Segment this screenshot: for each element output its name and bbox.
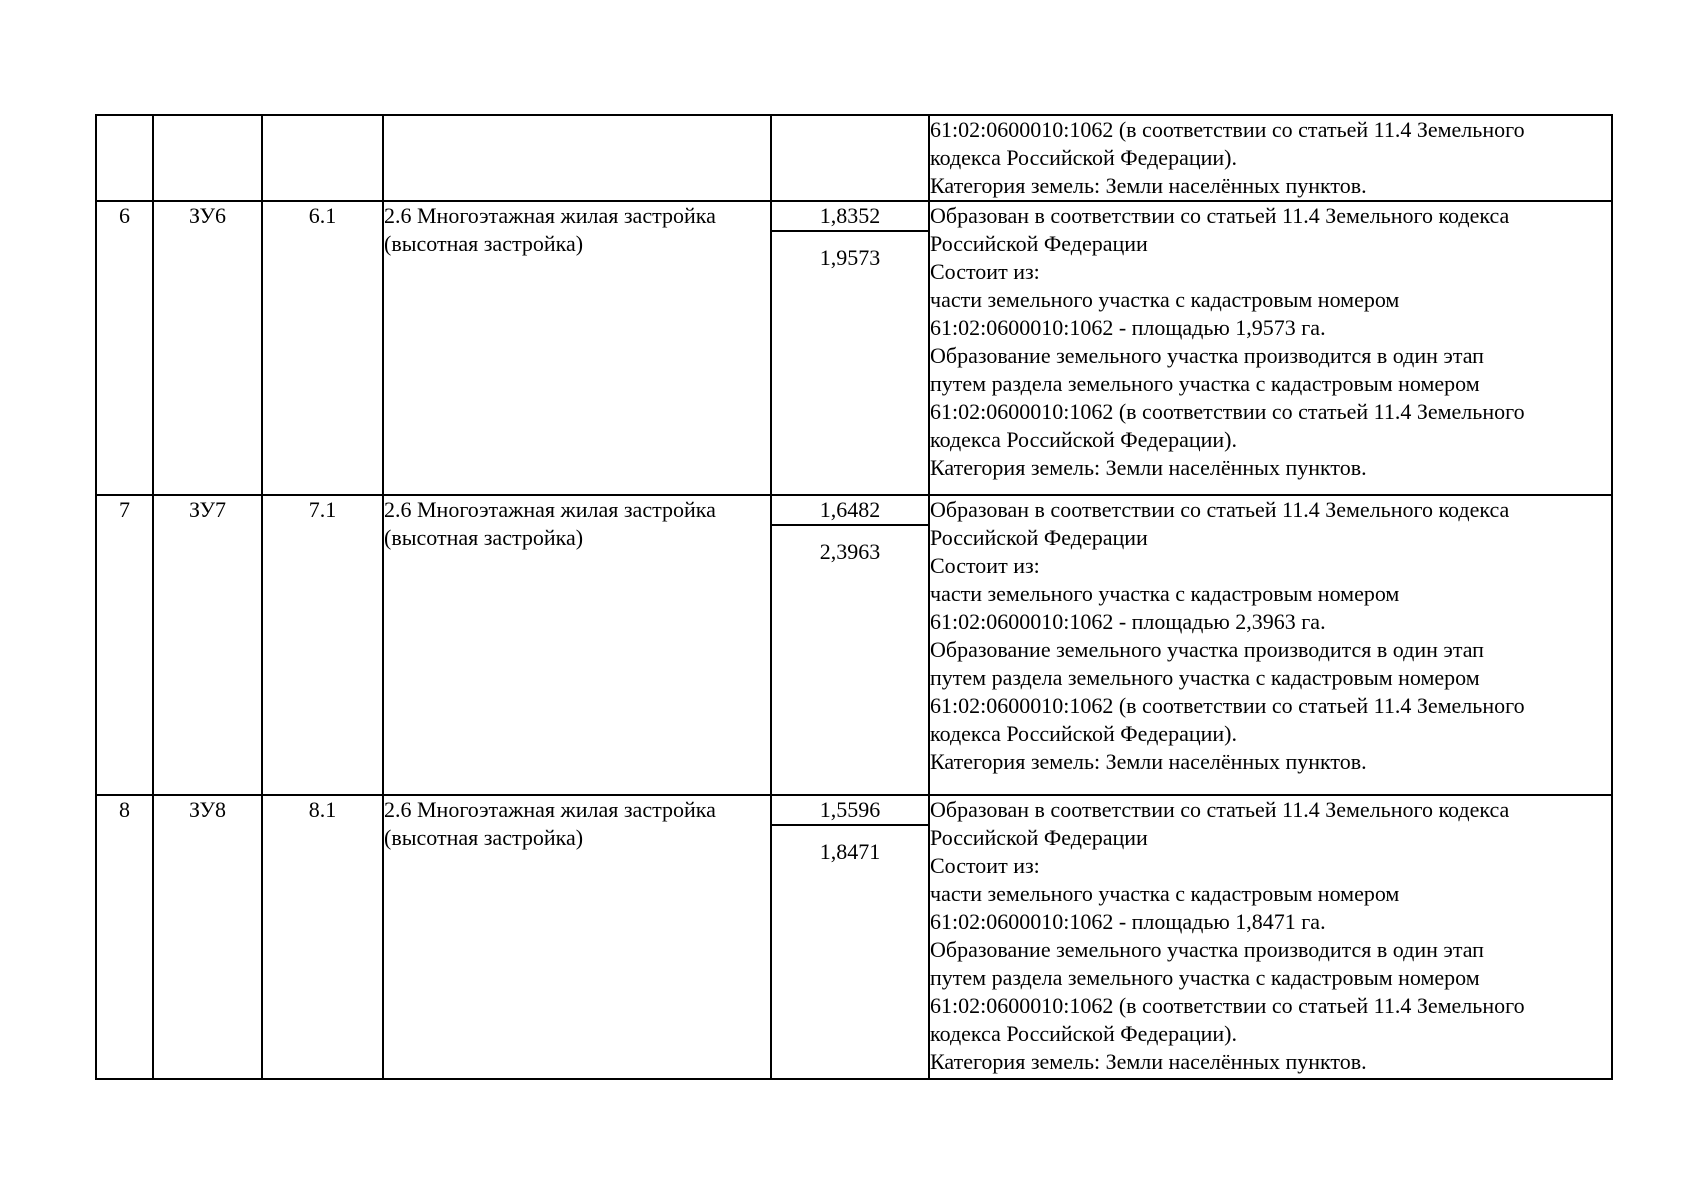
plot-code: [153, 115, 262, 201]
description-line: Состоит из:: [930, 853, 1040, 878]
plot-subnumber: 8.1: [262, 795, 383, 1079]
description-line: 61:02:0600010:1062 (в соответствии со статьей 11.4 Земельного: [930, 117, 1525, 142]
description-line: Состоит из:: [930, 553, 1040, 578]
permitted-use-line: (высотная застройка): [384, 825, 584, 850]
description-line: 61:02:0600010:1062 - площадью 1,9573 га.: [930, 315, 1326, 340]
description-line: кодекса Российской Федерации).: [930, 145, 1237, 170]
description-line: Категория земель: Земли населённых пунктов.: [930, 455, 1367, 480]
description-line: кодекса Российской Федерации).: [930, 1021, 1237, 1046]
permitted-use: [383, 201, 771, 495]
description-line: 61:02:0600010:1062 - площадью 2,3963 га.: [930, 609, 1326, 634]
permitted-use: [383, 795, 771, 1079]
area-value-top: 1,5596: [772, 796, 928, 826]
description-line: кодекса Российской Федерации).: [930, 427, 1237, 452]
plot-area: [771, 495, 929, 795]
area-value-bottom: 1,8471: [819, 839, 881, 864]
description-line: путем раздела земельного участка с кадастровым номером: [930, 665, 1480, 690]
description-line: Категория земель: Земли населённых пунктов.: [930, 173, 1367, 198]
description-line: Образован в соответствии со статьей 11.4 Земельного кодекса: [930, 797, 1510, 822]
description-line: 61:02:0600010:1062 (в соответствии со статьей 11.4 Земельного: [930, 993, 1525, 1018]
table-row-zu8: [96, 795, 1612, 1079]
description-line: Образование земельного участка производится в один этап: [930, 637, 1484, 662]
plot-subnumber: [262, 115, 383, 201]
plot-subnumber: 7.1: [262, 495, 383, 795]
permitted-use-line: 2.6 Многоэтажная жилая застройка: [384, 797, 716, 822]
description-line: части земельного участка с кадастровым номером: [930, 581, 1400, 606]
description-line: Категория земель: Земли населённых пунктов.: [930, 1049, 1367, 1074]
description-line: Российской Федерации: [930, 825, 1148, 850]
plot-area: [771, 115, 929, 201]
description-line: путем раздела земельного участка с кадастровым номером: [930, 371, 1480, 396]
description-line: Категория земель: Земли населённых пунктов.: [930, 749, 1367, 774]
description-line: Российской Федерации: [930, 525, 1148, 550]
description-line: Образование земельного участка производится в один этап: [930, 343, 1484, 368]
row-number: [96, 115, 153, 201]
area-value-top: 1,6482: [772, 496, 928, 526]
description-line: Состоит из:: [930, 259, 1040, 284]
description-line: части земельного участка с кадастровым номером: [930, 881, 1400, 906]
area-value-bottom: 2,3963: [819, 539, 881, 564]
permitted-use-line: 2.6 Многоэтажная жилая застройка: [384, 497, 716, 522]
plot-description: [929, 795, 1612, 1079]
table-row-continuation: [96, 115, 1612, 201]
row-number: 8: [96, 795, 153, 1079]
row-number: 6: [96, 201, 153, 495]
plot-area: [771, 201, 929, 495]
description-line: Образован в соответствии со статьей 11.4 Земельного кодекса: [930, 497, 1510, 522]
description-line: 61:02:0600010:1062 (в соответствии со статьей 11.4 Земельного: [930, 693, 1525, 718]
plot-description: [929, 115, 1612, 201]
table-body: [96, 115, 1612, 1079]
plot-description: [929, 495, 1612, 795]
description-line: кодекса Российской Федерации).: [930, 721, 1237, 746]
plot-area: [771, 795, 929, 1079]
description-line: части земельного участка с кадастровым номером: [930, 287, 1400, 312]
description-line: путем раздела земельного участка с кадастровым номером: [930, 965, 1480, 990]
plot-subnumber: 6.1: [262, 201, 383, 495]
plot-code: ЗУ7: [153, 495, 262, 795]
plot-description: [929, 201, 1612, 495]
description-line: Российской Федерации: [930, 231, 1148, 256]
table-row-zu6: [96, 201, 1612, 495]
area-value-bottom: 1,9573: [819, 245, 881, 270]
description-line: Образован в соответствии со статьей 11.4 Земельного кодекса: [930, 203, 1510, 228]
description-line: Образование земельного участка производится в один этап: [930, 937, 1484, 962]
permitted-use: [383, 115, 771, 201]
table-row-zu7: [96, 495, 1612, 795]
permitted-use-line: (высотная застройка): [384, 231, 584, 256]
permitted-use: [383, 495, 771, 795]
plot-code: ЗУ6: [153, 201, 262, 495]
row-number: 7: [96, 495, 153, 795]
description-line: 61:02:0600010:1062 - площадью 1,8471 га.: [930, 909, 1326, 934]
permitted-use-line: (высотная застройка): [384, 525, 584, 550]
area-value-top: 1,8352: [772, 202, 928, 232]
plot-code: ЗУ8: [153, 795, 262, 1079]
description-line: 61:02:0600010:1062 (в соответствии со статьей 11.4 Земельного: [930, 399, 1525, 424]
land-plots-table: [95, 114, 1613, 1080]
permitted-use-line: 2.6 Многоэтажная жилая застройка: [384, 203, 716, 228]
